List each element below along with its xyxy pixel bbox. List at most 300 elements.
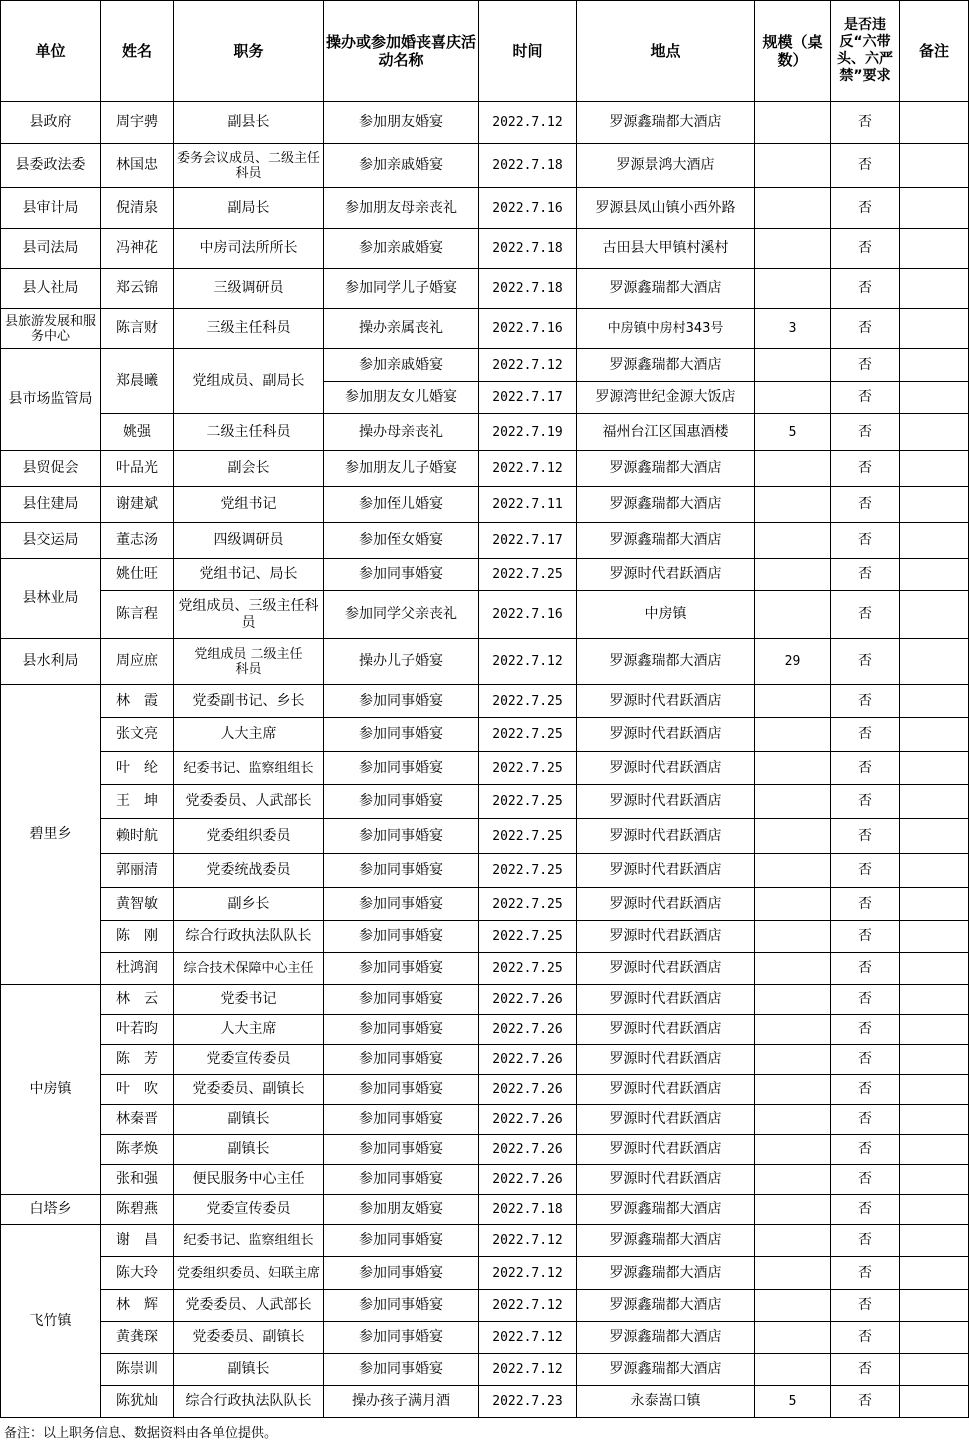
cell-unit: 县住建局 [1, 487, 101, 523]
cell-position: 党委组织委员 [174, 819, 324, 854]
cell-remark [900, 1354, 969, 1386]
cell-activity: 参加侄儿婚宴 [324, 487, 479, 523]
cell-scale [755, 349, 831, 382]
cell-violation: 否 [831, 591, 900, 639]
cell-position: 三级调研员 [174, 269, 324, 309]
cell-violation: 否 [831, 188, 900, 229]
cell-time: 2022.7.26 [479, 1015, 577, 1045]
cell-time: 2022.7.25 [479, 685, 577, 718]
cell-scale [755, 559, 831, 591]
header-unit: 单位 [1, 1, 101, 102]
cell-name: 张和强 [101, 1165, 174, 1195]
cell-name: 林国忠 [101, 144, 174, 188]
cell-name: 赖时航 [101, 819, 174, 854]
cell-unit: 县委政法委 [1, 144, 101, 188]
cell-violation: 否 [831, 1225, 900, 1257]
cell-violation: 否 [831, 102, 900, 144]
header-name: 姓名 [101, 1, 174, 102]
cell-remark [900, 591, 969, 639]
cell-violation: 否 [831, 269, 900, 309]
cell-place: 罗源鑫瑞都大酒店 [577, 451, 755, 487]
table-row [1, 1354, 969, 1386]
cell-scale [755, 1075, 831, 1105]
cell-position: 中房司法所所长 [174, 229, 324, 269]
header-row [1, 1, 969, 102]
cell-position: 党委委员、人武部长 [174, 1290, 324, 1322]
cell-time: 2022.7.26 [479, 1165, 577, 1195]
cell-scale [755, 718, 831, 752]
cell-remark [900, 559, 969, 591]
cell-place: 罗源时代君跃酒店 [577, 1165, 755, 1195]
cell-position: 委务会议成员、二级主任科员 [174, 144, 324, 188]
cell-position: 副会长 [174, 451, 324, 487]
cell-remark [900, 309, 969, 349]
cell-unit: 县交运局 [1, 523, 101, 559]
header-scale: 规模（桌数） [755, 1, 831, 102]
table-row [1, 349, 969, 382]
cell-place: 罗源时代君跃酒店 [577, 785, 755, 819]
cell-time: 2022.7.19 [479, 414, 577, 451]
cell-violation: 否 [831, 685, 900, 718]
cell-scale [755, 854, 831, 888]
cell-time: 2022.7.12 [479, 639, 577, 685]
table-row [1, 888, 969, 921]
cell-name: 叶 纶 [101, 752, 174, 785]
cell-violation: 否 [831, 953, 900, 985]
cell-scale [755, 523, 831, 559]
cell-unit: 县人社局 [1, 269, 101, 309]
cell-time: 2022.7.25 [479, 953, 577, 985]
cell-remark [900, 685, 969, 718]
cell-activity: 参加同事婚宴 [324, 752, 479, 785]
cell-activity: 参加同事婚宴 [324, 888, 479, 921]
cell-remark [900, 102, 969, 144]
cell-time: 2022.7.25 [479, 921, 577, 953]
cell-activity: 参加同事婚宴 [324, 1075, 479, 1105]
cell-place: 中房镇 [577, 591, 755, 639]
cell-scale [755, 752, 831, 785]
cell-unit: 县林业局 [1, 559, 101, 639]
cell-position: 副县长 [174, 102, 324, 144]
cell-time: 2022.7.16 [479, 591, 577, 639]
cell-time: 2022.7.16 [479, 188, 577, 229]
cell-activity: 参加朋友儿子婚宴 [324, 451, 479, 487]
cell-activity: 参加亲戚婚宴 [324, 349, 479, 382]
cell-violation: 否 [831, 1045, 900, 1075]
table-row [1, 785, 969, 819]
cell-scale [755, 188, 831, 229]
cell-unit: 县审计局 [1, 188, 101, 229]
cell-place: 罗源时代君跃酒店 [577, 718, 755, 752]
cell-position: 党委统战委员 [174, 854, 324, 888]
cell-time: 2022.7.12 [479, 1322, 577, 1354]
cell-remark [900, 487, 969, 523]
cell-name: 周宇骋 [101, 102, 174, 144]
cell-name: 杜鸿润 [101, 953, 174, 985]
cell-scale [755, 888, 831, 921]
cell-name: 陈大玲 [101, 1257, 174, 1290]
table-row [1, 144, 969, 188]
cell-scale [755, 382, 831, 414]
cell-time: 2022.7.25 [479, 785, 577, 819]
table-row [1, 854, 969, 888]
cell-scale [755, 102, 831, 144]
cell-position: 副局长 [174, 188, 324, 229]
cell-activity: 参加同事婚宴 [324, 1290, 479, 1322]
cell-activity: 参加同事婚宴 [324, 718, 479, 752]
cell-time: 2022.7.12 [479, 349, 577, 382]
cell-time: 2022.7.26 [479, 1105, 577, 1135]
cell-violation: 否 [831, 1105, 900, 1135]
cell-scale: 5 [755, 1386, 831, 1418]
cell-scale [755, 1290, 831, 1322]
cell-remark [900, 854, 969, 888]
cell-violation: 否 [831, 1015, 900, 1045]
cell-violation: 否 [831, 1135, 900, 1165]
cell-violation: 否 [831, 229, 900, 269]
table-row [1, 1225, 969, 1257]
cell-violation: 否 [831, 451, 900, 487]
cell-place: 罗源鑫瑞都大酒店 [577, 1290, 755, 1322]
cell-remark [900, 1045, 969, 1075]
cell-name: 林秦晋 [101, 1105, 174, 1135]
cell-activity: 操办儿子婚宴 [324, 639, 479, 685]
cell-position: 二级主任科员 [174, 414, 324, 451]
cell-time: 2022.7.12 [479, 451, 577, 487]
table-row [1, 985, 969, 1015]
cell-violation: 否 [831, 1354, 900, 1386]
cell-time: 2022.7.12 [479, 1354, 577, 1386]
cell-violation: 否 [831, 1386, 900, 1418]
cell-time: 2022.7.12 [479, 1257, 577, 1290]
cell-position: 副镇长 [174, 1105, 324, 1135]
cell-time: 2022.7.11 [479, 487, 577, 523]
cell-unit: 县水利局 [1, 639, 101, 685]
cell-activity: 参加朋友婚宴 [324, 102, 479, 144]
cell-time: 2022.7.25 [479, 819, 577, 854]
cell-name: 林 云 [101, 985, 174, 1015]
cell-unit: 县贸促会 [1, 451, 101, 487]
cell-unit: 中房镇 [1, 985, 101, 1195]
cell-activity: 参加同事婚宴 [324, 559, 479, 591]
cell-position: 党组书记、局长 [174, 559, 324, 591]
cell-place: 罗源时代君跃酒店 [577, 985, 755, 1015]
cell-remark [900, 144, 969, 188]
cell-scale [755, 144, 831, 188]
cell-name: 姚仕旺 [101, 559, 174, 591]
cell-name: 陈碧燕 [101, 1195, 174, 1225]
cell-place: 罗源县凤山镇小西外路 [577, 188, 755, 229]
table-row [1, 718, 969, 752]
table-row [1, 414, 969, 451]
cell-activity: 参加同事婚宴 [324, 819, 479, 854]
cell-activity: 参加同事婚宴 [324, 1045, 479, 1075]
cell-remark [900, 523, 969, 559]
cell-violation: 否 [831, 985, 900, 1015]
table-row [1, 451, 969, 487]
cell-place: 罗源时代君跃酒店 [577, 921, 755, 953]
cell-scale: 3 [755, 309, 831, 349]
cell-position: 党委委员、副镇长 [174, 1075, 324, 1105]
cell-violation: 否 [831, 639, 900, 685]
table-row [1, 188, 969, 229]
cell-remark [900, 188, 969, 229]
table-row [1, 685, 969, 718]
cell-name: 陈犹灿 [101, 1386, 174, 1418]
cell-scale [755, 451, 831, 487]
cell-remark [900, 451, 969, 487]
cell-scale [755, 487, 831, 523]
cell-activity: 参加同事婚宴 [324, 1354, 479, 1386]
cell-name: 董志汤 [101, 523, 174, 559]
cell-position: 党组成员、副局长 [174, 349, 324, 414]
cell-time: 2022.7.17 [479, 523, 577, 559]
cell-activity: 参加同事婚宴 [324, 1165, 479, 1195]
cell-activity: 参加朋友母亲丧礼 [324, 188, 479, 229]
cell-remark [900, 1195, 969, 1225]
cell-remark [900, 1322, 969, 1354]
cell-activity: 操办亲属丧礼 [324, 309, 479, 349]
cell-remark [900, 1225, 969, 1257]
cell-remark [900, 819, 969, 854]
footnote: 备注：以上职务信息、数据资料由各单位提供。 [4, 1426, 278, 1441]
cell-activity: 参加同事婚宴 [324, 1257, 479, 1290]
cell-time: 2022.7.25 [479, 718, 577, 752]
cell-place: 罗源湾世纪金源大饭店 [577, 382, 755, 414]
cell-remark [900, 229, 969, 269]
cell-time: 2022.7.26 [479, 985, 577, 1015]
cell-violation: 否 [831, 144, 900, 188]
cell-remark [900, 1386, 969, 1418]
cell-position: 人大主席 [174, 1015, 324, 1045]
cell-scale [755, 1015, 831, 1045]
cell-activity: 参加同事婚宴 [324, 785, 479, 819]
table-row [1, 1322, 969, 1354]
cell-place: 罗源鑫瑞都大酒店 [577, 523, 755, 559]
cell-remark [900, 888, 969, 921]
cell-time: 2022.7.12 [479, 1225, 577, 1257]
cell-place: 罗源鑫瑞都大酒店 [577, 1257, 755, 1290]
cell-place: 罗源鑫瑞都大酒店 [577, 1354, 755, 1386]
cell-scale [755, 1257, 831, 1290]
cell-violation: 否 [831, 819, 900, 854]
header-violation: 是否违反“六带头、六严禁”要求 [831, 1, 900, 102]
cell-place: 罗源鑫瑞都大酒店 [577, 102, 755, 144]
cell-violation: 否 [831, 349, 900, 382]
cell-violation: 否 [831, 523, 900, 559]
cell-time: 2022.7.18 [479, 1195, 577, 1225]
table-row [1, 1386, 969, 1418]
cell-violation: 否 [831, 309, 900, 349]
cell-remark [900, 639, 969, 685]
table-row [1, 1045, 969, 1075]
cell-unit: 县旅游发展和服务中心 [1, 309, 101, 349]
cell-activity: 参加同事婚宴 [324, 1105, 479, 1135]
cell-scale [755, 819, 831, 854]
cell-remark [900, 1257, 969, 1290]
cell-unit: 县司法局 [1, 229, 101, 269]
cell-time: 2022.7.18 [479, 229, 577, 269]
table-row [1, 591, 969, 639]
cell-scale [755, 1165, 831, 1195]
cell-scale [755, 1105, 831, 1135]
cell-remark [900, 269, 969, 309]
cell-name: 林 辉 [101, 1290, 174, 1322]
cell-position: 四级调研员 [174, 523, 324, 559]
cell-remark [900, 1165, 969, 1195]
cell-scale [755, 1354, 831, 1386]
cell-remark [900, 349, 969, 382]
cell-name: 陈言程 [101, 591, 174, 639]
cell-violation: 否 [831, 1195, 900, 1225]
cell-position: 综合技术保障中心主任 [174, 953, 324, 985]
cell-violation: 否 [831, 785, 900, 819]
cell-time: 2022.7.18 [479, 144, 577, 188]
table-row [1, 309, 969, 349]
cell-name: 林 霞 [101, 685, 174, 718]
cell-scale [755, 1135, 831, 1165]
table-row [1, 523, 969, 559]
cell-activity: 参加朋友婚宴 [324, 1195, 479, 1225]
cell-violation: 否 [831, 888, 900, 921]
cell-remark [900, 921, 969, 953]
table-row [1, 1135, 969, 1165]
cell-place: 罗源鑫瑞都大酒店 [577, 639, 755, 685]
cell-name: 郑晨曦 [101, 349, 174, 414]
cell-scale [755, 953, 831, 985]
cell-place: 罗源鑫瑞都大酒店 [577, 487, 755, 523]
cell-activity: 参加亲戚婚宴 [324, 229, 479, 269]
cell-name: 陈崇训 [101, 1354, 174, 1386]
header-remark: 备注 [900, 1, 969, 102]
cell-remark [900, 953, 969, 985]
table-row [1, 229, 969, 269]
cell-place: 罗源鑫瑞都大酒店 [577, 1195, 755, 1225]
cell-remark [900, 718, 969, 752]
table-row [1, 1105, 969, 1135]
cell-position: 纪委书记、监察组组长 [174, 752, 324, 785]
cell-position: 副镇长 [174, 1354, 324, 1386]
cell-scale [755, 1322, 831, 1354]
cell-position: 综合行政执法队队长 [174, 921, 324, 953]
table-row [1, 1075, 969, 1105]
cell-name: 黄智敏 [101, 888, 174, 921]
table-row [1, 487, 969, 523]
cell-place: 罗源时代君跃酒店 [577, 819, 755, 854]
cell-name: 王 坤 [101, 785, 174, 819]
cell-remark [900, 1105, 969, 1135]
cell-position: 三级主任科员 [174, 309, 324, 349]
cell-violation: 否 [831, 414, 900, 451]
cell-activity: 参加同事婚宴 [324, 1225, 479, 1257]
cell-position: 副乡长 [174, 888, 324, 921]
cell-activity: 参加亲戚婚宴 [324, 144, 479, 188]
cell-violation: 否 [831, 1290, 900, 1322]
cell-name: 陈言财 [101, 309, 174, 349]
cell-scale [755, 229, 831, 269]
cell-violation: 否 [831, 559, 900, 591]
cell-unit: 碧里乡 [1, 685, 101, 985]
cell-place: 罗源时代君跃酒店 [577, 854, 755, 888]
header-activity: 操办或参加婚丧喜庆活动名称 [324, 1, 479, 102]
cell-name: 郭丽清 [101, 854, 174, 888]
cell-position: 纪委书记、监察组组长 [174, 1225, 324, 1257]
header-place: 地点 [577, 1, 755, 102]
table-row [1, 639, 969, 685]
cell-violation: 否 [831, 1322, 900, 1354]
cell-name: 叶 吹 [101, 1075, 174, 1105]
cell-violation: 否 [831, 1257, 900, 1290]
cell-violation: 否 [831, 382, 900, 414]
header-position: 职务 [174, 1, 324, 102]
cell-activity: 参加同事婚宴 [324, 1135, 479, 1165]
cell-place: 罗源鑫瑞都大酒店 [577, 269, 755, 309]
cell-place: 罗源时代君跃酒店 [577, 1075, 755, 1105]
cell-activity: 参加同事婚宴 [324, 953, 479, 985]
cell-scale: 5 [755, 414, 831, 451]
cell-position: 人大主席 [174, 718, 324, 752]
cell-activity: 参加同学父亲丧礼 [324, 591, 479, 639]
table-row [1, 953, 969, 985]
table-row [1, 269, 969, 309]
header-time: 时间 [479, 1, 577, 102]
cell-time: 2022.7.26 [479, 1045, 577, 1075]
cell-time: 2022.7.12 [479, 1290, 577, 1322]
cell-scale [755, 785, 831, 819]
cell-place: 福州台江区国惠酒楼 [577, 414, 755, 451]
table-row [1, 819, 969, 854]
cell-time: 2022.7.16 [479, 309, 577, 349]
cell-position: 党委委员、副镇长 [174, 1322, 324, 1354]
cell-name: 谢 昌 [101, 1225, 174, 1257]
cell-place: 中房镇中房村343号 [577, 309, 755, 349]
cell-place: 罗源鑫瑞都大酒店 [577, 1225, 755, 1257]
cell-position: 便民服务中心主任 [174, 1165, 324, 1195]
cell-time: 2022.7.26 [479, 1075, 577, 1105]
cell-name: 周应庶 [101, 639, 174, 685]
cell-activity: 参加同事婚宴 [324, 685, 479, 718]
table-row [1, 559, 969, 591]
cell-place: 罗源时代君跃酒店 [577, 1045, 755, 1075]
cell-place: 罗源时代君跃酒店 [577, 1135, 755, 1165]
table-row [1, 1015, 969, 1045]
cell-activity: 操办孩子满月酒 [324, 1386, 479, 1418]
cell-place: 永泰嵩口镇 [577, 1386, 755, 1418]
cell-name: 谢建斌 [101, 487, 174, 523]
cell-activity: 操办母亲丧礼 [324, 414, 479, 451]
cell-position: 党委书记 [174, 985, 324, 1015]
cell-time: 2022.7.25 [479, 752, 577, 785]
cell-time: 2022.7.18 [479, 269, 577, 309]
cell-position: 党委宣传委员 [174, 1195, 324, 1225]
cell-name: 倪清泉 [101, 188, 174, 229]
cell-activity: 参加侄女婚宴 [324, 523, 479, 559]
cell-scale [755, 685, 831, 718]
cell-time: 2022.7.25 [479, 888, 577, 921]
cell-scale [755, 921, 831, 953]
cell-violation: 否 [831, 487, 900, 523]
cell-remark [900, 1075, 969, 1105]
cell-position: 综合行政执法队队长 [174, 1386, 324, 1418]
cell-place: 罗源景鸿大酒店 [577, 144, 755, 188]
cell-time: 2022.7.26 [479, 1135, 577, 1165]
cell-place: 罗源鑫瑞都大酒店 [577, 349, 755, 382]
cell-name: 陈孝焕 [101, 1135, 174, 1165]
cell-violation: 否 [831, 1075, 900, 1105]
table-row [1, 1195, 969, 1225]
cell-name: 姚强 [101, 414, 174, 451]
cell-name: 冯神花 [101, 229, 174, 269]
